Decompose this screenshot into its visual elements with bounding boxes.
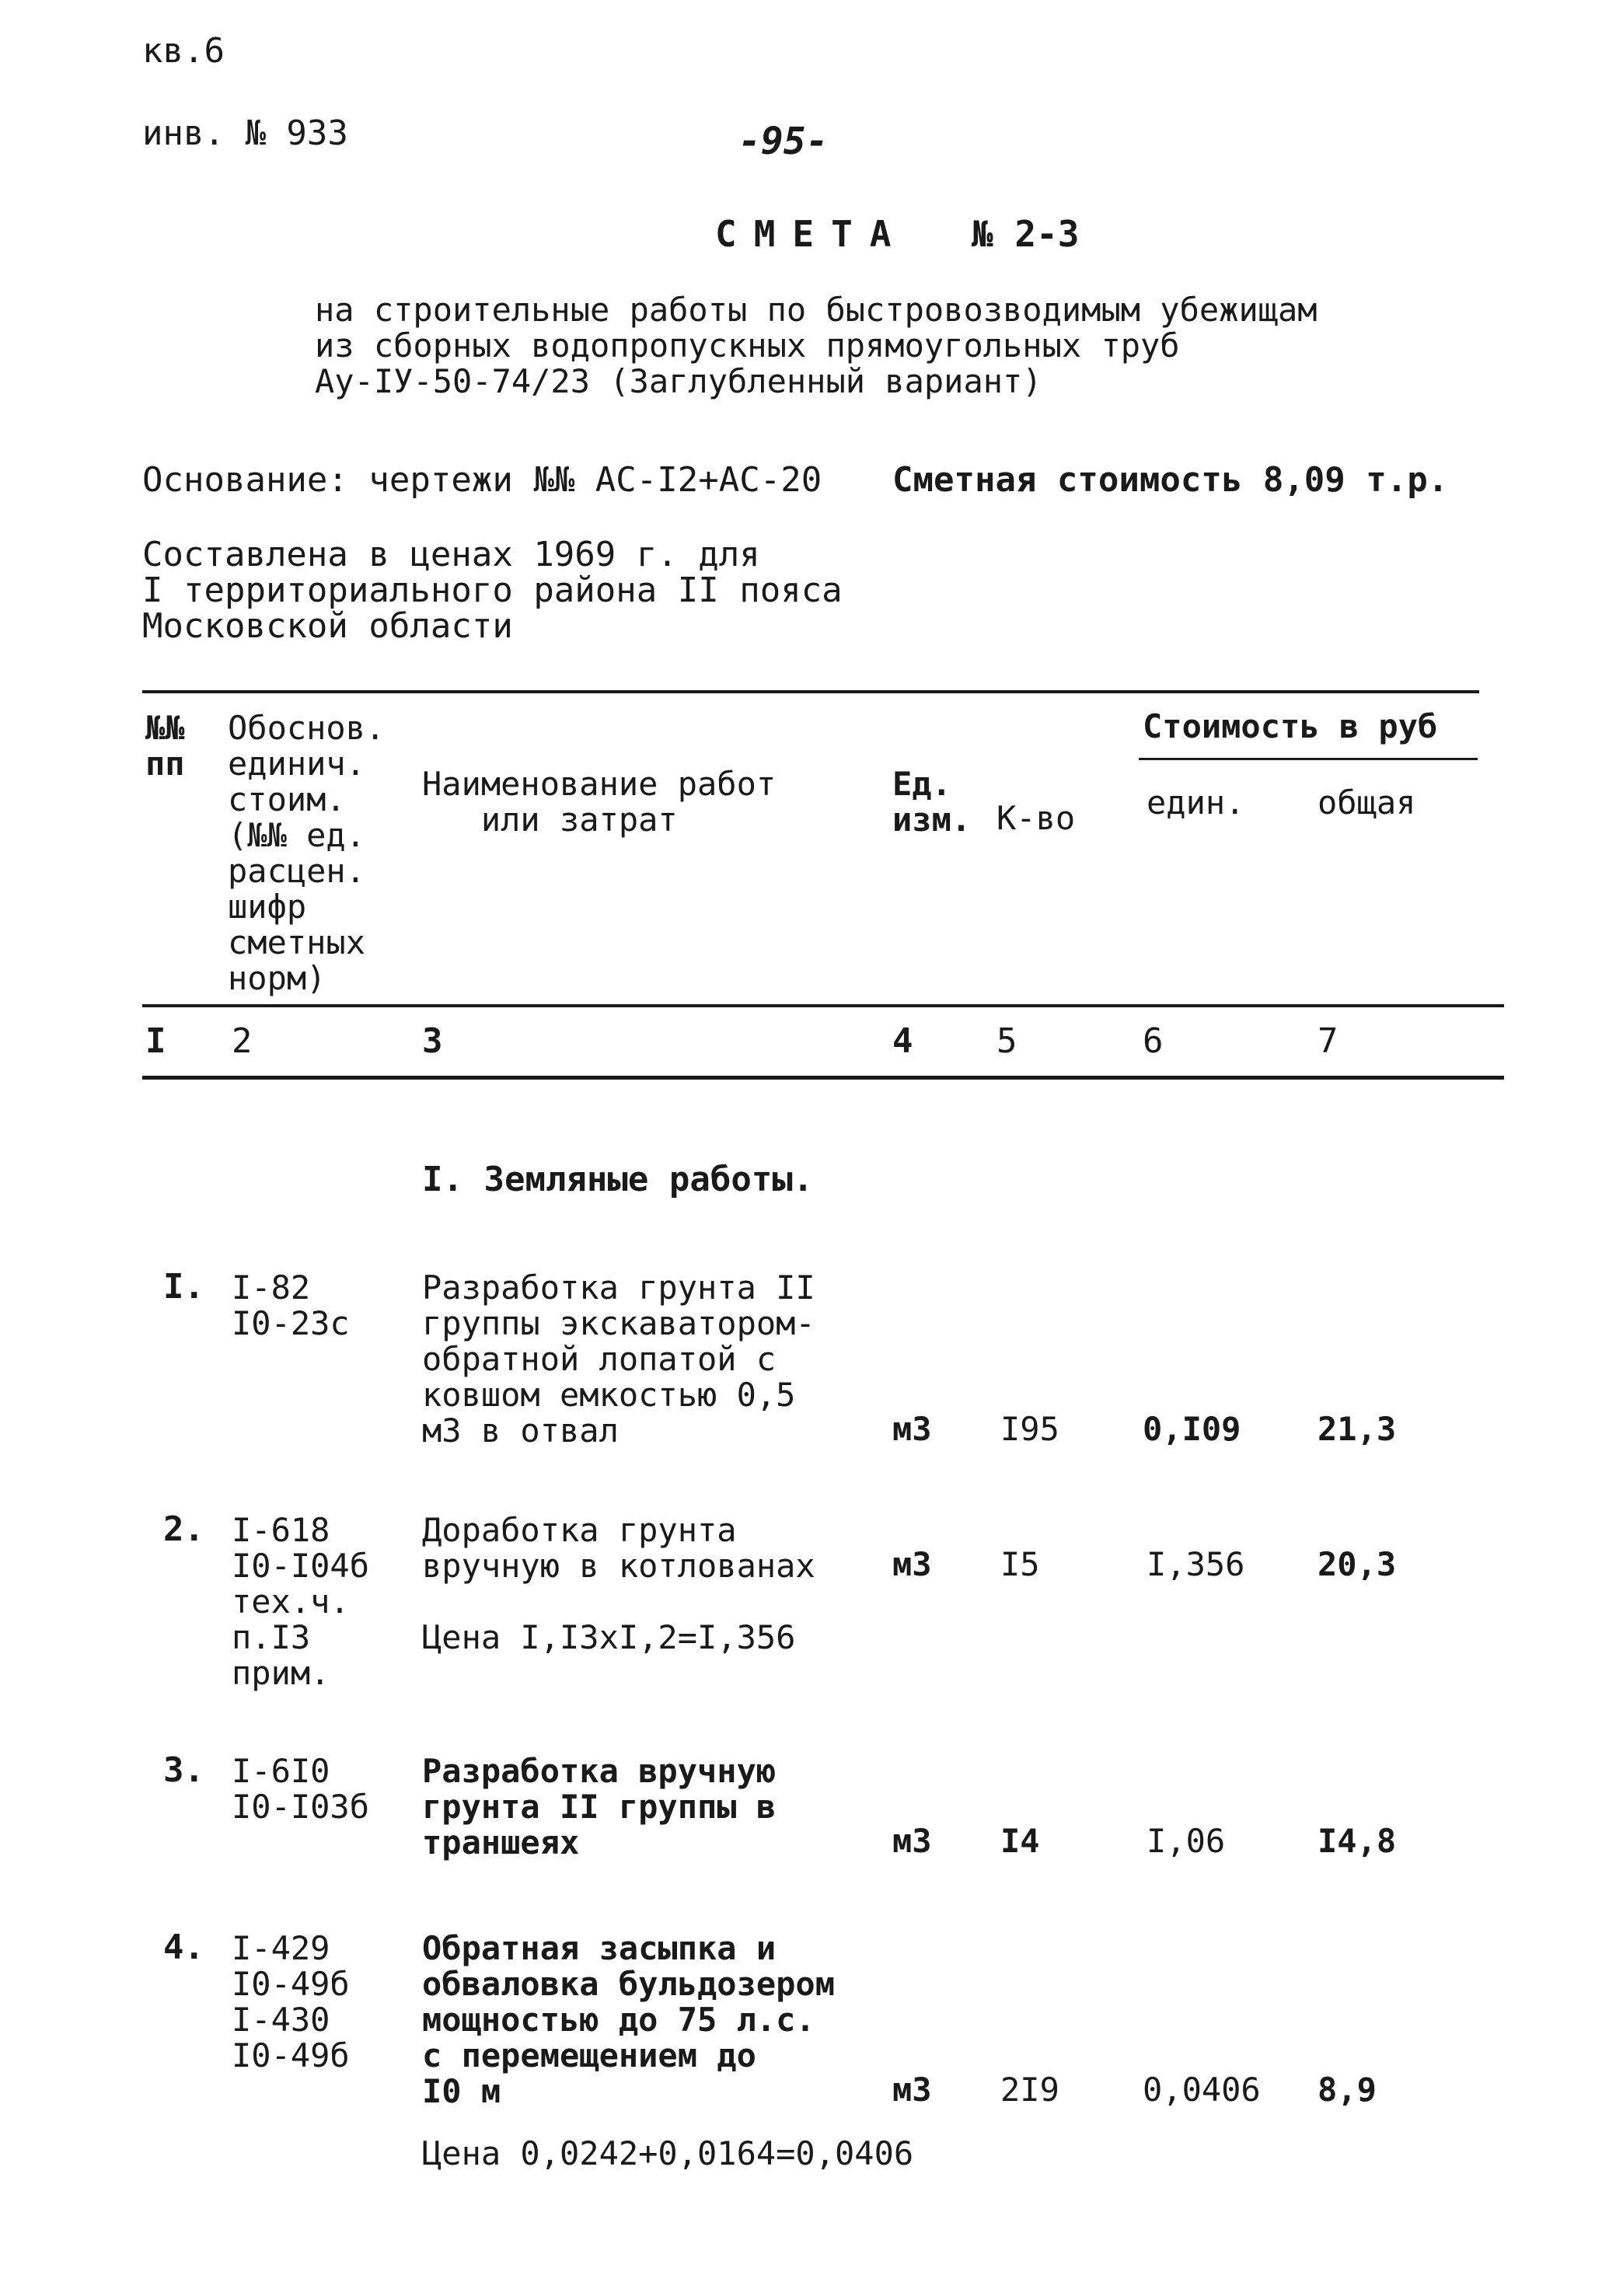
row-number: 3. [163, 1750, 204, 1790]
column-number: 3 [422, 1021, 443, 1061]
column-number: 6 [1143, 1021, 1164, 1061]
row-unit-price: I,06 [1147, 1822, 1226, 1860]
cost-group-rule [1139, 758, 1478, 760]
row-number: 4. [163, 1928, 204, 1967]
row-basis: I-429 I0-49б I-430 I0-49б [232, 1929, 350, 2074]
estimate-number: № 2-3 [972, 213, 1080, 255]
page-number: -95- [738, 120, 829, 163]
basis-drawings: Основание: чертежи №№ АС-I2+АС-20 [142, 460, 822, 500]
row-number: I. [163, 1267, 204, 1307]
column-number: 7 [1318, 1021, 1339, 1061]
column-number: I [145, 1021, 166, 1061]
col-header-unit-price: един. [1147, 783, 1245, 822]
row-qty: I5 [1000, 1545, 1040, 1583]
row-work-name: Обратная засыпка и обваловка бульдозером мощностью до 75 л.с. с перемещением до I0 м [422, 1929, 836, 2110]
section-title: I. Земляные работы. [422, 1160, 814, 1199]
row-price-note: Цена I,I3xI,2=I,356 [422, 1618, 796, 1656]
column-number: 5 [996, 1021, 1017, 1061]
row-number: 2. [163, 1509, 204, 1549]
row-unit: м3 [892, 2071, 932, 2109]
row-total: I4,8 [1318, 1822, 1397, 1860]
row-qty: I95 [1000, 1410, 1059, 1448]
document-title: СМЕТА [715, 213, 909, 255]
estimated-cost: Сметная стоимость 8,09 т.р. [892, 460, 1449, 500]
col-header-total: общая [1318, 783, 1416, 822]
col-header-unit: Ед. изм. [892, 765, 972, 839]
row-unit: м3 [892, 1410, 932, 1448]
row-total: 20,3 [1318, 1545, 1397, 1583]
prices-line: Московской области [142, 606, 513, 646]
prices-line: Составлена в ценах 1969 г. для [142, 535, 760, 574]
header-bottom-rule [142, 1004, 1504, 1007]
col-header-basis: Обоснов. единич. стоим. (№№ ед. расцен. шифр сметных норм) [228, 709, 386, 997]
prices-line: I территориального района II пояса [142, 571, 843, 610]
column-numbers-rule [142, 1076, 1504, 1080]
col-header-name: Наименование работ или затрат [422, 765, 777, 839]
row-unit: м3 [892, 1545, 932, 1583]
row-unit: м3 [892, 1822, 932, 1860]
row-total: 21,3 [1318, 1410, 1397, 1448]
table-top-rule [142, 690, 1479, 693]
row-unit-price: 0,0406 [1143, 2071, 1261, 2109]
row-work-name: Доработка грунта вручную в котлованах [422, 1511, 815, 1585]
sheet-label: кв.6 [142, 31, 225, 71]
row-basis: I-6I0 I0-I03б [232, 1752, 370, 1826]
row-qty: 2I9 [1000, 2071, 1059, 2109]
inventory-number: инв. № 933 [142, 113, 348, 153]
col-header-cost-group: Стоимость в руб [1143, 707, 1438, 745]
row-work-name: Разработка грунта II группы экскаватором- обратной лопатой с ковшом емкостью 0,5 м3 в отвал [422, 1268, 815, 1450]
col-header-qty: К-во [996, 799, 1076, 837]
subtitle-line: из сборных водопропускных прямоугольных труб [315, 326, 1180, 365]
row-basis: I-618 I0-I04б тех.ч. п.I3 прим. [232, 1511, 370, 1692]
subtitle-line: Ау-IУ-50-74/23 (Заглубленный вариант) [315, 362, 1042, 400]
row-work-name: Разработка вручную грунта II группы в траншеях [422, 1752, 777, 1862]
row-unit-price: I,356 [1147, 1545, 1245, 1583]
col-header-number: №№ пп [145, 709, 185, 783]
row-price-note: Цена 0,0242+0,0164=0,0406 [422, 2134, 914, 2172]
column-number: 2 [232, 1021, 253, 1061]
subtitle-line: на строительные работы по быстровозводимым убежищам [315, 291, 1318, 329]
row-basis: I-82 I0-23с [232, 1268, 350, 1342]
column-number: 4 [892, 1021, 913, 1061]
row-unit-price: 0,I09 [1143, 1410, 1241, 1448]
row-total: 8,9 [1318, 2071, 1377, 2109]
row-qty: I4 [1000, 1822, 1040, 1860]
